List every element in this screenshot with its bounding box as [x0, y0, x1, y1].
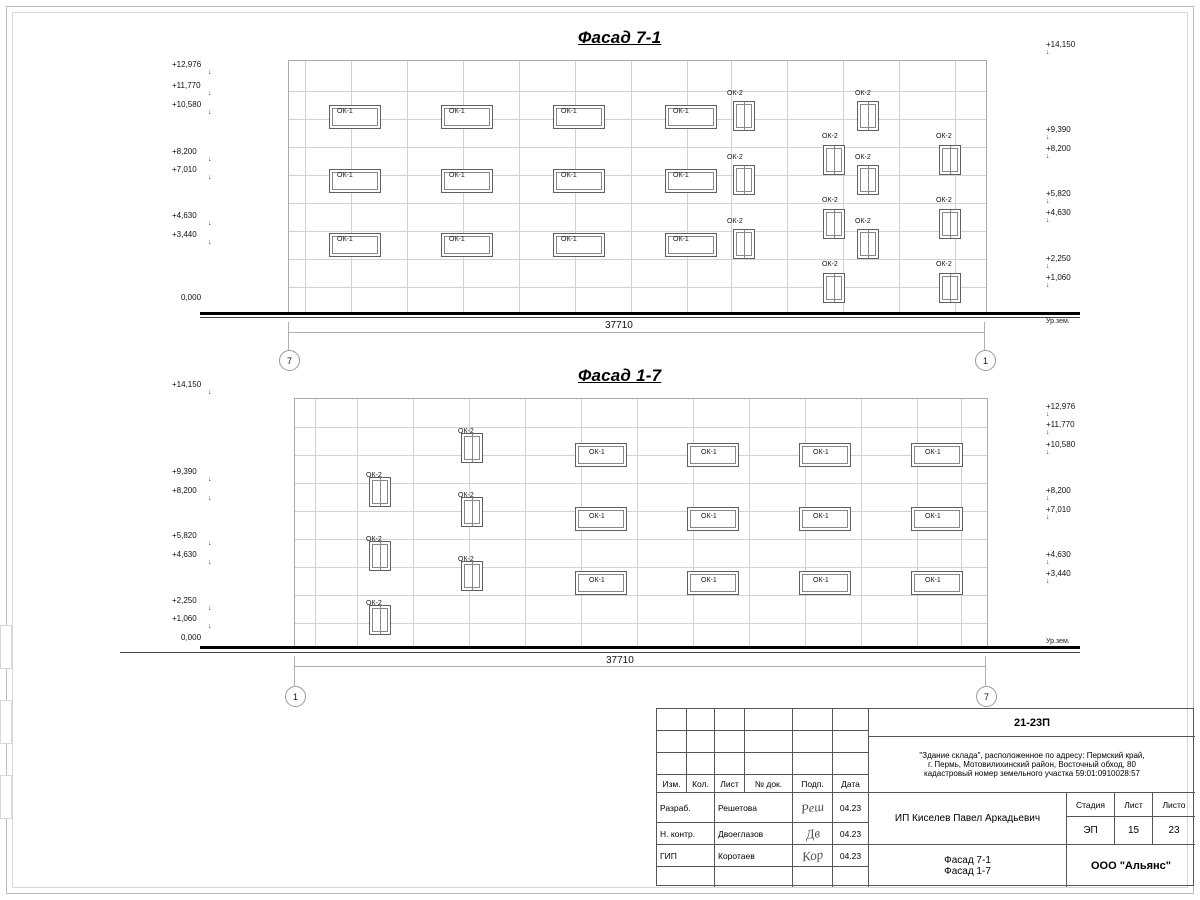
window-tag-ok2: ОК-2: [855, 218, 871, 225]
level-arrow: ↓: [208, 623, 212, 630]
window-tag-ok2: ОК-2: [366, 536, 382, 543]
level-mark: +9,390: [1046, 125, 1071, 134]
level-mark: +8,200: [172, 147, 197, 156]
revision-cell: [793, 753, 833, 775]
stage-value: ЭП: [1067, 817, 1115, 845]
window-ok2: [369, 477, 391, 507]
level-arrow: ↓: [1046, 49, 1050, 56]
revision-header: Кол.: [687, 775, 715, 793]
window-ok2: [857, 101, 879, 131]
window-tag-ok2: ОК-2: [727, 218, 743, 225]
revision-header: Подп.: [793, 775, 833, 793]
window-tag-ok2: ОК-2: [936, 133, 952, 140]
ground-line: [200, 646, 1080, 649]
revision-cell: [687, 709, 715, 731]
sign-date: 04.23: [833, 845, 869, 867]
window-tag-ok1: ОК-1: [561, 172, 577, 179]
sign-date: 04.23: [833, 793, 869, 823]
drawing-name: [869, 845, 1067, 887]
window-ok2: [857, 229, 879, 259]
level-arrow: ↓: [208, 495, 212, 502]
window-ok2: [733, 229, 755, 259]
sign-date: 04.23: [833, 823, 869, 845]
level-mark: +2,250: [172, 596, 197, 605]
axis-leader: [985, 666, 986, 686]
role-label: Н. контр.: [657, 823, 715, 845]
level-mark: +3,440: [1046, 569, 1071, 578]
window-ok2: [939, 209, 961, 239]
revision-cell: [745, 709, 793, 731]
window-ok2: [823, 145, 845, 175]
role-label: Разраб.: [657, 793, 715, 823]
dimension-value: 37710: [605, 320, 633, 331]
person-name: Коротаев: [715, 845, 793, 867]
level-arrow: ↓: [208, 476, 212, 483]
window-tag-ok1: ОК-1: [925, 577, 941, 584]
axis-marker-right: 1: [975, 350, 996, 371]
window-ok2: [857, 165, 879, 195]
revision-header: Дата: [833, 775, 869, 793]
revision-cell: [793, 731, 833, 753]
stamp-blank-cell: [657, 867, 715, 887]
level-arrow: ↓: [208, 559, 212, 566]
level-mark: +4,630: [172, 211, 197, 220]
window-tag-ok1: ОК-1: [449, 108, 465, 115]
object-description: [869, 737, 1195, 793]
window-tag-ok1: ОК-1: [925, 513, 941, 520]
revision-cell: [657, 709, 687, 731]
window-tag-ok1: ОК-1: [701, 513, 717, 520]
ground-line-thin: [120, 652, 1080, 653]
window-ok2: [461, 497, 483, 527]
level-mark: +12,976: [172, 60, 202, 69]
revision-cell: [745, 731, 793, 753]
revision-cell: [715, 731, 745, 753]
window-tag-ok1: ОК-1: [673, 172, 689, 179]
level-arrow: ↓: [1046, 198, 1050, 205]
window-ok2: [369, 541, 391, 571]
axis-marker-right: 7: [976, 686, 997, 707]
drawing-name-line-2: Фасад 1-7: [944, 866, 991, 877]
customer: ИП Киселев Павел Аркадьевич: [869, 793, 1067, 845]
page-edge-stub-2: [0, 700, 12, 744]
object-line-1: "Здание склада", расположенное по адресу: Пермский край,: [919, 750, 1145, 760]
window-tag-ok1: ОК-1: [813, 577, 829, 584]
person-name: Двоеглазов: [715, 823, 793, 845]
facade-bottom-building: [294, 398, 988, 648]
level-mark: +14,150: [1046, 40, 1076, 49]
level-arrow: ↓: [208, 174, 212, 181]
stamp-blank-cell: [715, 867, 793, 887]
signature: Реш: [793, 793, 833, 823]
level-mark: +1,060: [1046, 273, 1071, 282]
level-arrow: ↓: [208, 239, 212, 246]
revision-cell: [715, 709, 745, 731]
window-tag-ok1: ОК-1: [813, 449, 829, 456]
revision-cell: [833, 753, 869, 775]
window-tag-ok2: ОК-2: [366, 600, 382, 607]
revision-cell: [833, 709, 869, 731]
level-mark: +11,770: [1046, 420, 1075, 429]
revision-header: Лист: [715, 775, 745, 793]
signature: Кор: [793, 845, 833, 867]
level-mark: +9,390: [172, 467, 197, 476]
level-mark: +3,440: [172, 230, 197, 239]
window-tag-ok2: ОК-2: [822, 197, 838, 204]
sheet-value: 15: [1115, 817, 1153, 845]
level-arrow: ↓: [1046, 578, 1050, 585]
window-tag-ok2: ОК-2: [366, 472, 382, 479]
dimension-line: [294, 666, 986, 667]
level-mark: +7,010: [172, 165, 197, 174]
window-ok2: [939, 145, 961, 175]
revision-cell: [687, 731, 715, 753]
window-tag-ok1: ОК-1: [337, 108, 353, 115]
window-tag-ok2: ОК-2: [936, 197, 952, 204]
object-line-2: г. Пермь, Мотовилихинский район, Восточный обход, 80: [928, 759, 1136, 769]
window-tag-ok2: ОК-2: [822, 133, 838, 140]
window-tag-ok2: ОК-2: [855, 154, 871, 161]
window-tag-ok2: ОК-2: [727, 90, 743, 97]
level-arrow: ↓: [1046, 411, 1050, 418]
window-tag-ok2: ОК-2: [458, 428, 474, 435]
window-tag-ok2: ОК-2: [855, 90, 871, 97]
stamp-blank-cell: [793, 867, 833, 887]
level-arrow: ↓: [208, 109, 212, 116]
ground-level-label: Ур.зем.: [1046, 318, 1070, 325]
level-mark: +12,976: [1046, 402, 1076, 411]
stage-header: Стадия: [1067, 793, 1115, 817]
window-tag-ok1: ОК-1: [561, 108, 577, 115]
window-tag-ok1: ОК-1: [701, 577, 717, 584]
level-arrow: ↓: [1046, 559, 1050, 566]
window-ok2: [823, 273, 845, 303]
window-tag-ok1: ОК-1: [701, 449, 717, 456]
level-mark: +8,200: [172, 486, 197, 495]
ground-level-label: Ур.зем.: [1046, 638, 1070, 645]
window-ok2: [733, 101, 755, 131]
revision-header: Изм.: [657, 775, 687, 793]
window-tag-ok2: ОК-2: [727, 154, 743, 161]
sheets-value: 23: [1153, 817, 1195, 845]
window-tag-ok1: ОК-1: [589, 513, 605, 520]
level-arrow: ↓: [208, 540, 212, 547]
window-tag-ok1: ОК-1: [449, 236, 465, 243]
revision-header: № док.: [745, 775, 793, 793]
revision-cell: [687, 753, 715, 775]
level-mark: +11,770: [172, 81, 201, 90]
level-arrow: ↓: [1046, 263, 1050, 270]
level-mark: +7,010: [1046, 505, 1071, 514]
level-arrow: ↓: [208, 90, 212, 97]
level-mark-zero: 0,000: [181, 293, 202, 302]
page-edge-stub-1: [0, 625, 12, 669]
level-arrow: ↓: [1046, 429, 1050, 436]
drawing-name-line-1: Фасад 7-1: [944, 854, 991, 866]
window-tag-ok1: ОК-1: [589, 577, 605, 584]
facade-bottom-title: Фасад 1-7: [578, 366, 662, 385]
level-mark: +5,820: [172, 531, 197, 540]
window-tag-ok1: ОК-1: [337, 236, 353, 243]
page-edge-stub-3: [0, 775, 12, 819]
level-mark: +4,630: [1046, 208, 1071, 217]
level-arrow: ↓: [208, 220, 212, 227]
window-tag-ok2: ОК-2: [458, 492, 474, 499]
title-block: [656, 708, 1194, 886]
role-label: ГИП: [657, 845, 715, 867]
axis-leader: [984, 332, 985, 350]
axis-marker-left: 7: [279, 350, 300, 371]
window-tag-ok1: ОК-1: [589, 449, 605, 456]
revision-cell: [657, 753, 687, 775]
facade-top-building: [288, 60, 987, 314]
level-mark: +8,200: [1046, 144, 1071, 153]
window-tag-ok2: ОК-2: [458, 556, 474, 563]
window-tag-ok2: ОК-2: [936, 261, 952, 268]
level-mark: +4,630: [172, 550, 197, 559]
revision-cell: [793, 709, 833, 731]
window-tag-ok1: ОК-1: [673, 108, 689, 115]
level-mark: +8,200: [1046, 486, 1071, 495]
ground-line-thin: [200, 317, 1080, 318]
window-ok2: [939, 273, 961, 303]
sheets-header: Листо: [1153, 793, 1195, 817]
level-arrow: ↓: [1046, 134, 1050, 141]
person-name: Решетова: [715, 793, 793, 823]
window-tag-ok1: ОК-1: [813, 513, 829, 520]
ground-line: [200, 312, 1080, 315]
window-ok2: [733, 165, 755, 195]
revision-cell: [657, 731, 687, 753]
level-arrow: ↓: [208, 156, 212, 163]
level-mark: +10,580: [172, 100, 202, 109]
axis-leader: [294, 666, 295, 686]
signature: Дв: [793, 823, 833, 845]
dimension-value: 37710: [606, 655, 634, 666]
revision-cell: [833, 731, 869, 753]
axis-marker-left: 1: [285, 686, 306, 707]
window-ok2: [823, 209, 845, 239]
level-mark: +2,250: [1046, 254, 1071, 263]
level-arrow: ↓: [1046, 514, 1050, 521]
facade-top-title: Фасад 7-1: [578, 28, 662, 47]
window-tag-ok2: ОК-2: [822, 261, 838, 268]
level-arrow: ↓: [1046, 153, 1050, 160]
level-arrow: ↓: [1046, 282, 1050, 289]
project-code: 21-23П: [869, 709, 1195, 737]
axis-leader: [288, 332, 289, 350]
level-arrow: ↓: [1046, 495, 1050, 502]
level-mark: +5,820: [1046, 189, 1071, 198]
window-tag-ok1: ОК-1: [673, 236, 689, 243]
object-line-3: кадастровый номер земельного участка 59:01:0910028:57: [924, 769, 1140, 779]
company-name: ООО "Альянс": [1090, 860, 1172, 872]
level-mark: +14,150: [172, 380, 202, 389]
level-mark: +10,580: [1046, 440, 1076, 449]
level-mark: +1,060: [172, 614, 197, 623]
level-arrow: ↓: [1046, 217, 1050, 224]
window-ok2: [461, 433, 483, 463]
sheet-header: Лист: [1115, 793, 1153, 817]
level-mark-zero: 0,000: [181, 633, 202, 642]
level-arrow: ↓: [208, 605, 212, 612]
revision-cell: [745, 753, 793, 775]
stamp-blank-cell: [833, 867, 869, 887]
level-arrow: ↓: [1046, 449, 1050, 456]
window-ok2: [369, 605, 391, 635]
dimension-line: [288, 332, 985, 333]
level-arrow: ↓: [208, 389, 212, 396]
window-tag-ok1: ОК-1: [337, 172, 353, 179]
level-mark: +4,630: [1046, 550, 1071, 559]
window-tag-ok1: ОК-1: [449, 172, 465, 179]
window-tag-ok1: ОК-1: [561, 236, 577, 243]
revision-cell: [715, 753, 745, 775]
level-arrow: ↓: [208, 69, 212, 76]
window-ok2: [461, 561, 483, 591]
window-tag-ok1: ОК-1: [925, 449, 941, 456]
